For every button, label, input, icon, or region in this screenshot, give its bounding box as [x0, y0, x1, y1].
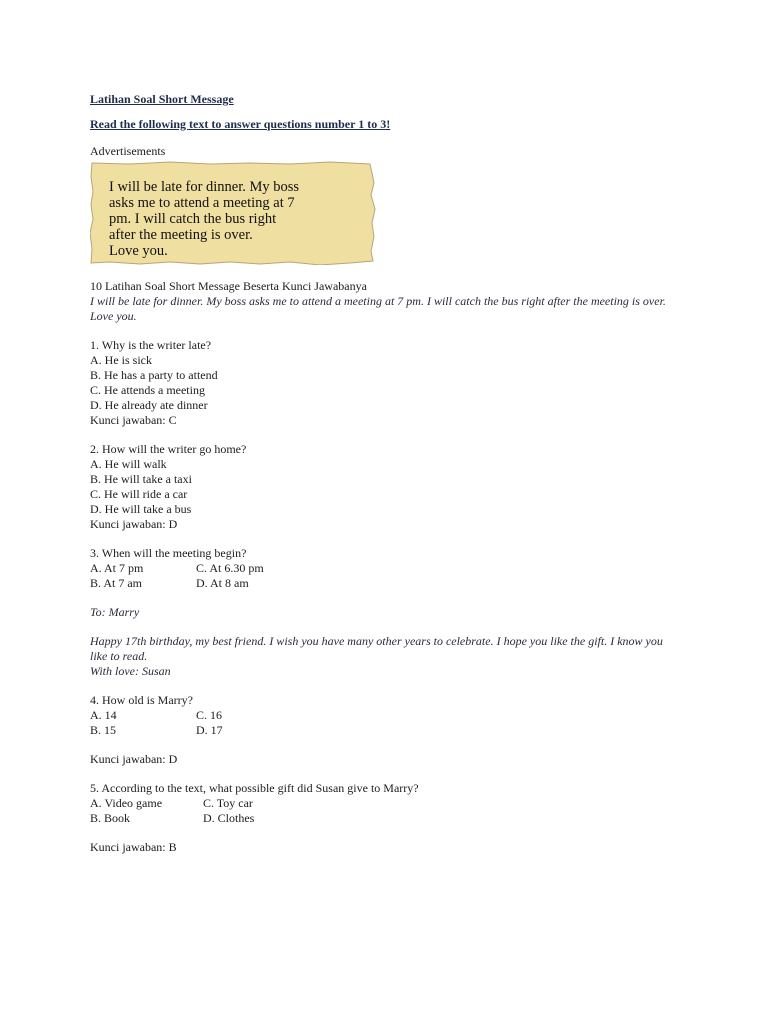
option: C. He attends a meeting: [90, 383, 205, 397]
note-line: I will be late for dinner. My boss: [109, 179, 300, 195]
option-row: [90, 723, 678, 738]
option: A. Video game: [90, 796, 163, 810]
option-row: [90, 576, 678, 591]
passage-1: I will be late for dinner. My boss asks me to attend a meeting at 7 pm. I will catch the bus right after the meeting is over. Love you.: [90, 294, 666, 323]
option-row: [90, 561, 678, 576]
note-line: after the meeting is over.: [109, 227, 253, 243]
passage-2-to: To: Marry: [90, 605, 140, 619]
question-text: 5. According to the text, what possible gift did Susan give to Marry?: [90, 781, 419, 795]
message-note-image: [90, 161, 376, 265]
option-row: [90, 811, 678, 826]
document-content: [90, 92, 678, 855]
passage-2-signature: With love: Susan: [90, 664, 171, 678]
question-text: 4. How old is Marry?: [90, 693, 193, 707]
option: D. He already ate dinner: [90, 398, 208, 412]
option: B. At 7 am: [90, 576, 143, 590]
option-row: [90, 708, 678, 723]
note-line: asks me to attend a meeting at 7: [109, 195, 295, 211]
option: B. He has a party to attend: [90, 368, 218, 382]
question-4: [90, 693, 678, 767]
passage-2-body: Happy 17th birthday, my best friend. I wish you have many other years to celebrate. I hope you like the gift. I know you like to read.: [90, 634, 663, 663]
answer-key: Kunci jawaban: D: [90, 752, 178, 766]
option: A. 14: [90, 708, 117, 722]
answer-key: Kunci jawaban: C: [90, 413, 177, 427]
note-line: Love you.: [109, 243, 168, 259]
answer-key: Kunci jawaban: B: [90, 840, 177, 854]
note-text: [109, 179, 371, 259]
question-3: [90, 546, 678, 591]
option: D. He will take a bus: [90, 502, 192, 516]
option: C. 16: [196, 708, 223, 722]
note-line: pm. I will catch the bus right: [109, 211, 277, 227]
question-2: [90, 442, 678, 532]
answer-key: Kunci jawaban: D: [90, 517, 178, 531]
question-text: 2. How will the writer go home?: [90, 442, 247, 456]
option: D. Clothes: [203, 811, 255, 825]
option: A. He will walk: [90, 457, 167, 471]
option: B. Book: [90, 811, 131, 825]
option: D. At 8 am: [196, 576, 249, 590]
question-text: 1. Why is the writer late?: [90, 338, 212, 352]
document-title: Latihan Soal Short Message: [90, 92, 234, 106]
option: C. He will ride a car: [90, 487, 188, 501]
option: B. He will take a taxi: [90, 472, 192, 486]
question-1: [90, 338, 678, 428]
question-text: 3. When will the meeting begin?: [90, 546, 247, 560]
section-title: 10 Latihan Soal Short Message Beserta Kunci Jawabanya: [90, 279, 367, 293]
option: C. Toy car: [203, 796, 253, 810]
option-row: [90, 796, 678, 811]
option: B. 15: [90, 723, 117, 737]
option: A. He is sick: [90, 353, 152, 367]
question-5: [90, 781, 678, 855]
option: C. At 6.30 pm: [196, 561, 264, 575]
instruction-heading: Read the following text to answer questions number 1 to 3!: [90, 117, 391, 131]
advertisements-label: Advertisements: [90, 144, 166, 158]
option: A. At 7 pm: [90, 561, 144, 575]
option: D. 17: [196, 723, 223, 737]
